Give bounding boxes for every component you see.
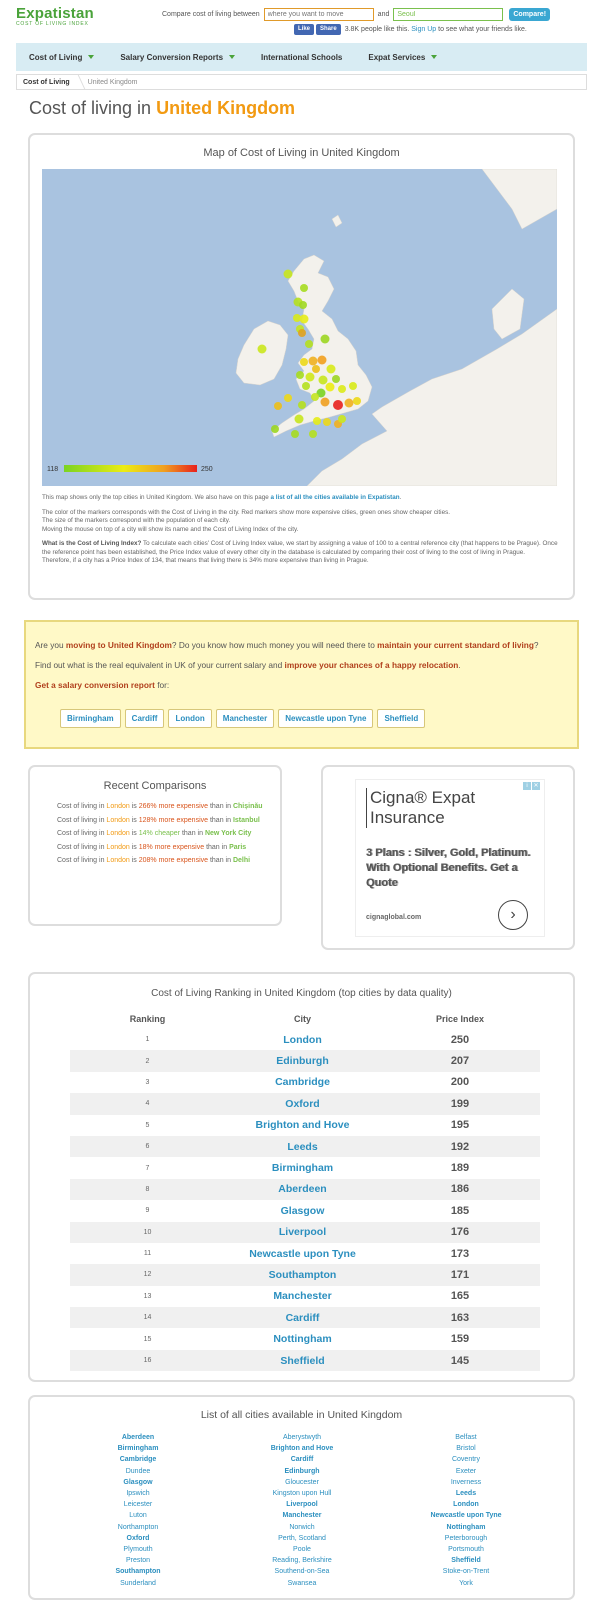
ranking-price-index: 173 [450, 1247, 470, 1260]
ranking-header-city: City [293, 1014, 311, 1024]
city-marker[interactable] [295, 415, 304, 424]
ranking-header-rank: Ranking [129, 1014, 166, 1024]
ranking-rank: 13 [143, 1292, 152, 1300]
city-marker[interactable] [353, 397, 361, 405]
rc-is: is [131, 803, 137, 810]
ranking-city-link[interactable]: Southampton [225, 1264, 380, 1285]
rc-city: London [106, 857, 130, 864]
map-text-1b: . [399, 494, 402, 501]
ranking-city-link[interactable]: Brighton and Hove [255, 1119, 350, 1132]
city-link-cardiff[interactable]: Cardiff [290, 1456, 314, 1464]
ranking-price-index: 185 [450, 1204, 470, 1217]
city-link-preston[interactable]: Preston [125, 1557, 151, 1565]
ranking-row [70, 1350, 540, 1371]
ranking-row [70, 1050, 540, 1071]
city-marker[interactable] [306, 373, 315, 382]
rc-percent: 266% more expensive [138, 803, 209, 810]
city-marker[interactable] [349, 382, 357, 390]
nav-item-salary-conversion-reports[interactable] [107, 43, 248, 71]
facebook-like-button[interactable]: Like [294, 24, 314, 35]
rc-city: London [106, 816, 130, 824]
logo-subtitle: COST OF LIVING INDEX [16, 21, 89, 27]
city-link-peterborough[interactable]: Peterborough [444, 1534, 488, 1542]
map-legend-max-label: 250 [201, 466, 213, 473]
ranking-price-index: 176 [380, 1222, 540, 1243]
social-count-text: 3.8K people like this. [344, 26, 410, 33]
salary-line-1 [35, 640, 539, 650]
city-link-brighton-and-hove[interactable]: Brighton and Hove [270, 1445, 334, 1453]
salary-line-2a: Find out what is the real equivalent in UK of your current salary and [35, 660, 283, 670]
city-link-edinburgh[interactable]: Edinburgh [284, 1467, 320, 1475]
ad-body: 3 Plans : Silver, Gold, Platinum. With Optional Benefits. Get a Quote [366, 847, 531, 889]
rc-is: is [131, 816, 137, 824]
city-link-northampton[interactable]: Northampton [117, 1523, 159, 1531]
recent-comparisons-card [28, 765, 282, 926]
city-marker[interactable] [299, 301, 307, 309]
ranking-city-link[interactable]: Cardiff [225, 1307, 380, 1328]
city-link-leicester[interactable]: Leicester [123, 1501, 153, 1509]
ranking-price-index: 165 [450, 1290, 470, 1303]
land-denmark [492, 289, 524, 339]
ad-headline [366, 788, 475, 828]
compare-city-a-input[interactable] [264, 8, 374, 21]
ranking-rank: 8 [70, 1179, 225, 1200]
map-description [42, 494, 562, 572]
ranking-price-index: 207 [380, 1050, 540, 1071]
social-text-suffix: to see what your friends like. [438, 26, 527, 33]
city-marker[interactable] [332, 375, 340, 383]
salary-city-button-manchester[interactable]: Manchester [216, 709, 274, 728]
all-cities-column-2 [222, 1432, 382, 1589]
ranking-header-row [70, 1009, 540, 1029]
map-text-4: Therefore, if a city has a Price Index of 134, that means that living there is 34% more expensive than living in Prague. [42, 557, 369, 564]
city-link-liverpool[interactable]: Liverpool [286, 1501, 318, 1509]
city-marker[interactable] [326, 383, 335, 392]
city-link-belfast[interactable]: Belfast [455, 1434, 477, 1441]
ranking-row [70, 1222, 540, 1243]
ranking-row [70, 1179, 540, 1200]
recent-comparisons-title: Recent Comparisons [103, 780, 207, 792]
ranking-rank: 9 [145, 1207, 150, 1215]
salary-line-2c: . [458, 660, 461, 670]
ranking-price-index: 195 [450, 1119, 470, 1132]
rc-prefix: Cost of living in [57, 803, 105, 810]
ranking-price-index: 192 [380, 1136, 540, 1157]
rc-city: London [106, 803, 130, 810]
ranking-row [70, 1115, 540, 1136]
rc-destination: Delhi [232, 857, 251, 864]
ranking-row [70, 1157, 540, 1178]
city-marker[interactable] [333, 400, 343, 410]
rc-is: is [131, 857, 137, 864]
main-nav [16, 43, 587, 71]
city-link-plymouth[interactable]: Plymouth [123, 1546, 153, 1554]
salary-line-3 [35, 680, 169, 690]
city-link-birmingham[interactable]: Birmingham [117, 1445, 159, 1453]
city-marker[interactable] [309, 357, 318, 366]
city-link-reading-berkshire[interactable]: Reading, Berkshire [272, 1557, 332, 1565]
ranking-table [70, 1009, 540, 1371]
city-marker[interactable] [298, 401, 306, 409]
ranking-price-index: 250 [450, 1033, 470, 1046]
compare-and-label: and [377, 11, 390, 18]
rc-destination: Paris [229, 843, 247, 851]
city-link-coventry[interactable]: Coventry [451, 1456, 480, 1464]
ad-title-line-2: Insurance [370, 808, 445, 827]
ad-title-line-1: Cigna® Expat [370, 788, 476, 807]
city-marker[interactable] [309, 430, 317, 438]
breadcrumb-item-cost-of-living[interactable]: Cost of Living [23, 78, 70, 86]
compare-label: Compare cost of living between [162, 11, 260, 18]
city-link-glasgow[interactable]: Glasgow [123, 1478, 153, 1486]
nav-item-label: Cost of Living [29, 52, 83, 62]
all-cities-link[interactable]: a list of all the cities available in Expatistan [270, 494, 400, 501]
ranking-header-price: Price Index [435, 1014, 485, 1024]
ranking-city-link[interactable]: Nottingham [273, 1333, 332, 1346]
city-link-exeter[interactable]: Exeter [455, 1467, 477, 1475]
city-link-inverness[interactable]: Inverness [450, 1478, 482, 1486]
chevron-down-icon [431, 55, 437, 59]
city-link-sheffield[interactable]: Sheffield [451, 1557, 481, 1565]
map-card [28, 133, 575, 600]
salary-city-buttons [60, 709, 429, 728]
city-link-portsmouth[interactable]: Portsmouth [448, 1546, 484, 1554]
ranking-row [70, 1307, 540, 1328]
nav-item-cost-of-living[interactable] [16, 43, 107, 71]
page-title [29, 98, 295, 119]
breadcrumb [16, 74, 587, 90]
city-marker[interactable] [300, 358, 308, 366]
rc-is: is [131, 843, 137, 851]
city-marker[interactable] [318, 356, 327, 365]
city-marker[interactable] [300, 315, 309, 324]
ranking-city-link[interactable]: Oxford [225, 1093, 380, 1114]
city-marker[interactable] [311, 393, 319, 401]
ranking-city-link[interactable]: Manchester [273, 1290, 332, 1303]
rc-is: is [131, 830, 137, 837]
all-cities-card [28, 1395, 575, 1600]
page-title-country: United Kingdom [156, 98, 296, 118]
ranking-rank: 6 [70, 1136, 225, 1157]
ranking-row [70, 1243, 540, 1264]
compare-city-b-input[interactable] [393, 8, 503, 21]
ranking-price-index: 199 [380, 1093, 540, 1114]
city-link-gloucester[interactable]: Gloucester [285, 1478, 319, 1486]
salary-city-button-cardiff[interactable]: Cardiff [125, 709, 165, 728]
city-link-dundee[interactable]: Dundee [125, 1467, 151, 1475]
city-marker[interactable] [274, 402, 282, 410]
rc-than: than in [206, 843, 228, 851]
rc-destination: Istanbul [232, 816, 260, 824]
rc-prefix: Cost of living in [57, 857, 105, 864]
map-text-2b: The size of the markers correspond with the population of each city. [42, 517, 231, 524]
compare-form [162, 8, 550, 21]
city-marker[interactable] [321, 335, 330, 344]
ranking-row [70, 1264, 540, 1285]
ad-banner[interactable] [355, 779, 545, 937]
ranking-price-index: 145 [380, 1350, 540, 1371]
ranking-rank: 11 [143, 1250, 152, 1258]
ad-info-icon[interactable]: i [523, 782, 531, 790]
rc-percent: 14% cheaper [138, 830, 181, 837]
rc-city: London [106, 830, 130, 837]
city-link-norwich[interactable]: Norwich [289, 1523, 315, 1531]
ranking-rank: 2 [70, 1050, 225, 1071]
city-marker[interactable] [296, 371, 304, 379]
ranking-city-link[interactable]: London [283, 1033, 322, 1046]
ranking-price-index: 200 [450, 1076, 470, 1089]
ranking-row [70, 1093, 540, 1114]
ad-card [321, 765, 575, 950]
ranking-rank: 16 [70, 1350, 225, 1371]
salary-line-3b: for: [157, 680, 170, 690]
salary-line-2b: improve your chances of a happy relocation [284, 660, 459, 670]
city-link-perth-scotland[interactable]: Perth, Scotland [278, 1534, 326, 1542]
salary-line-1a: Are you [35, 640, 64, 650]
ranking-price-index: 159 [450, 1333, 470, 1346]
city-link-oxford[interactable]: Oxford [126, 1534, 150, 1542]
ad-arrow-icon[interactable]: › [498, 900, 528, 930]
city-link-ipswich[interactable]: Ipswich [126, 1490, 150, 1498]
all-cities-title: List of all cities available in United Kingdom [200, 1409, 403, 1421]
ranking-title: Cost of Living Ranking in United Kingdom (top cities by data quality) [151, 988, 452, 999]
city-marker[interactable] [302, 382, 310, 390]
ranking-city-link[interactable]: Sheffield [225, 1350, 380, 1371]
salary-city-button-sheffield[interactable]: Sheffield [377, 709, 425, 728]
rc-destination: Chișinău [232, 803, 263, 810]
nav-item-expat-services[interactable] [355, 43, 450, 71]
city-link-swansea[interactable]: Swansea [287, 1579, 317, 1587]
city-link-nottingham[interactable]: Nottingham [446, 1523, 486, 1531]
city-link-cambridge[interactable]: Cambridge [119, 1456, 157, 1464]
ranking-city-link[interactable]: Glasgow [280, 1204, 325, 1217]
map-text-2c: Moving the mouse on top of a city will show its name and the Cost of Living Index of the city. [42, 525, 299, 533]
city-link-london[interactable]: London [453, 1501, 479, 1509]
header [0, 0, 600, 40]
ranking-row [70, 1286, 540, 1307]
city-marker[interactable] [271, 425, 279, 433]
ranking-rank: 10 [70, 1222, 225, 1243]
city-link-southampton[interactable]: Southampton [115, 1568, 161, 1576]
ranking-city-link[interactable]: Cambridge [275, 1076, 330, 1089]
ad-url: cignaglobal.com [366, 914, 422, 921]
chevron-down-icon [88, 55, 94, 59]
city-marker[interactable] [327, 365, 336, 374]
ranking-city-link[interactable]: Aberdeen [225, 1179, 380, 1200]
salary-city-button-newcastle-upon-tyne[interactable]: Newcastle upon Tyne [278, 709, 373, 728]
rc-percent: 208% more expensive [138, 857, 209, 864]
city-marker[interactable] [258, 345, 267, 354]
city-link-poole[interactable]: Poole [293, 1546, 311, 1554]
rc-than: than in [181, 830, 203, 837]
rc-city: London [106, 843, 130, 851]
logo-text: Expatistan [16, 5, 94, 22]
salary-line-1e: ? [533, 640, 539, 650]
ranking-rank: 4 [70, 1093, 225, 1114]
salary-line-2 [35, 660, 461, 670]
compare-button[interactable]: Compare! [509, 8, 550, 21]
city-marker[interactable] [338, 385, 346, 393]
city-link-stoke-on-trent[interactable]: Stoke-on-Trent [442, 1568, 490, 1576]
ranking-city-link[interactable]: Edinburgh [225, 1050, 380, 1071]
city-marker[interactable] [284, 394, 292, 402]
city-link-leeds[interactable]: Leeds [455, 1490, 477, 1498]
city-marker[interactable] [305, 340, 313, 348]
rc-prefix: Cost of living in [57, 816, 105, 824]
facebook-share-button[interactable]: Share [316, 24, 341, 35]
ranking-price-index: 163 [380, 1307, 540, 1328]
ranking-rank: 14 [70, 1307, 225, 1328]
chevron-down-icon [229, 55, 235, 59]
ad-choices [522, 782, 540, 790]
recent-comparison-item[interactable] [57, 803, 277, 812]
ranking-rank: 15 [143, 1335, 152, 1343]
city-link-newcastle-upon-tyne[interactable]: Newcastle upon Tyne [430, 1512, 502, 1520]
city-link-aberystwyth[interactable]: Aberystwyth [282, 1434, 322, 1441]
recent-comparison-item[interactable] [57, 817, 277, 826]
map-svg [42, 169, 557, 486]
ranking-rank: 7 [145, 1164, 150, 1172]
city-link-manchester[interactable]: Manchester [282, 1512, 322, 1520]
rc-than: than in [209, 857, 231, 864]
land-scandinavia [482, 169, 557, 229]
rc-than: than in [209, 803, 231, 810]
city-link-kingston-upon-hull[interactable]: Kingston upon Hull [272, 1490, 332, 1498]
map-title: Map of Cost of Living in United Kingdom [203, 147, 400, 159]
ranking-rank: 3 [145, 1078, 150, 1086]
rc-prefix: Cost of living in [57, 830, 105, 837]
map-text-2a: The color of the markers corresponds with the Cost of Living in the city. Red markers show more expensive cities, green ones show cheaper cities. [42, 508, 450, 516]
nav-item-label: Salary Conversion Reports [120, 52, 224, 62]
ranking-row [70, 1029, 540, 1050]
land-great-britain [272, 255, 372, 437]
recent-comparison-item[interactable] [57, 857, 277, 866]
ranking-card [28, 972, 575, 1382]
ranking-rank: 5 [145, 1121, 150, 1129]
city-link-york[interactable]: York [459, 1579, 473, 1587]
city-marker[interactable] [321, 398, 330, 407]
city-marker[interactable] [323, 418, 331, 426]
nav-item-international-schools[interactable] [248, 43, 355, 71]
logo[interactable] [16, 5, 94, 27]
ranking-body [70, 1029, 540, 1371]
ranking-rank: 1 [145, 1036, 150, 1044]
map-text-1a: This map shows only the top cities in United Kingdom. We also have on this page [42, 494, 269, 501]
all-cities-column-3 [386, 1432, 546, 1589]
city-marker[interactable] [319, 376, 328, 385]
city-marker[interactable] [313, 417, 321, 425]
ranking-city-link[interactable]: Newcastle upon Tyne [249, 1247, 356, 1260]
salary-line-1d: maintain your current standard of living [377, 640, 534, 650]
city-link-aberdeen[interactable]: Aberdeen [121, 1434, 155, 1441]
rc-than: than in [209, 816, 231, 824]
city-marker[interactable] [284, 270, 293, 279]
ranking-row [70, 1072, 540, 1093]
city-link-bristol[interactable]: Bristol [456, 1445, 476, 1453]
salary-line-1b: moving to United Kingdom [65, 640, 172, 650]
salary-line-1c: ? Do you know how much money you will need there to [171, 640, 375, 650]
social-signup-link[interactable]: Sign Up [411, 26, 437, 33]
rc-percent: 18% more expensive [138, 843, 205, 851]
ranking-price-index: 171 [380, 1264, 540, 1285]
salary-report-link[interactable]: Get a salary conversion report [35, 680, 155, 690]
city-marker[interactable] [291, 430, 299, 438]
breadcrumb-item-country: United Kingdom [87, 78, 138, 86]
city-marker[interactable] [312, 365, 320, 373]
map-text-3: To calculate each cities' Cost of Living Index value, we start by assigning a value of 100 to a central reference city (that happens to be Prague). Once the reference point has been established, the Price Index value of every other city in the database is calculated by comparing their cost of living to the cost of living in Prague. [42, 540, 558, 556]
land-northern-isles [332, 215, 342, 227]
ranking-city-link[interactable]: Birmingham [271, 1162, 334, 1175]
rc-destination: New York City [204, 830, 252, 837]
city-link-sunderland[interactable]: Sunderland [120, 1579, 156, 1587]
all-cities-column-1 [58, 1432, 218, 1589]
social-bar [294, 24, 527, 35]
ranking-price-index: 186 [380, 1179, 540, 1200]
rc-prefix: Cost of living in [57, 843, 105, 851]
recent-comparisons-list [57, 803, 277, 871]
page-title-prefix: Cost of living in [29, 98, 152, 118]
city-marker[interactable] [298, 329, 306, 337]
city-link-southend-on-sea[interactable]: Southend-on-Sea [274, 1568, 330, 1576]
ranking-row [70, 1200, 540, 1221]
ad-close-icon[interactable]: ✕ [533, 783, 539, 789]
recent-comparison-item[interactable] [57, 844, 277, 853]
ranking-row [70, 1328, 540, 1349]
city-marker[interactable] [345, 399, 354, 408]
ranking-price-index: 189 [450, 1162, 470, 1175]
nav-item-label: Expat Services [368, 52, 426, 62]
map-text-3-bold: What is the Cost of Living Index? [42, 540, 142, 547]
city-marker[interactable] [338, 415, 346, 423]
recent-comparison-item[interactable] [57, 830, 277, 839]
map-legend-min-label: 118 [47, 466, 59, 473]
ranking-rank: 12 [70, 1264, 225, 1285]
ranking-city-link[interactable]: Leeds [225, 1136, 380, 1157]
rc-percent: 128% more expensive [138, 816, 209, 824]
ranking-row [70, 1136, 540, 1157]
salary-conversion-box [24, 620, 579, 749]
ranking-city-link[interactable]: Liverpool [225, 1222, 380, 1243]
map-legend-gradient [64, 465, 197, 472]
salary-city-button-london[interactable]: London [168, 709, 211, 728]
nav-item-label: International Schools [261, 52, 343, 62]
city-marker[interactable] [300, 284, 308, 292]
salary-city-button-birmingham[interactable]: Birmingham [60, 709, 121, 728]
city-link-luton[interactable]: Luton [129, 1512, 147, 1520]
cost-of-living-map[interactable] [42, 169, 557, 486]
